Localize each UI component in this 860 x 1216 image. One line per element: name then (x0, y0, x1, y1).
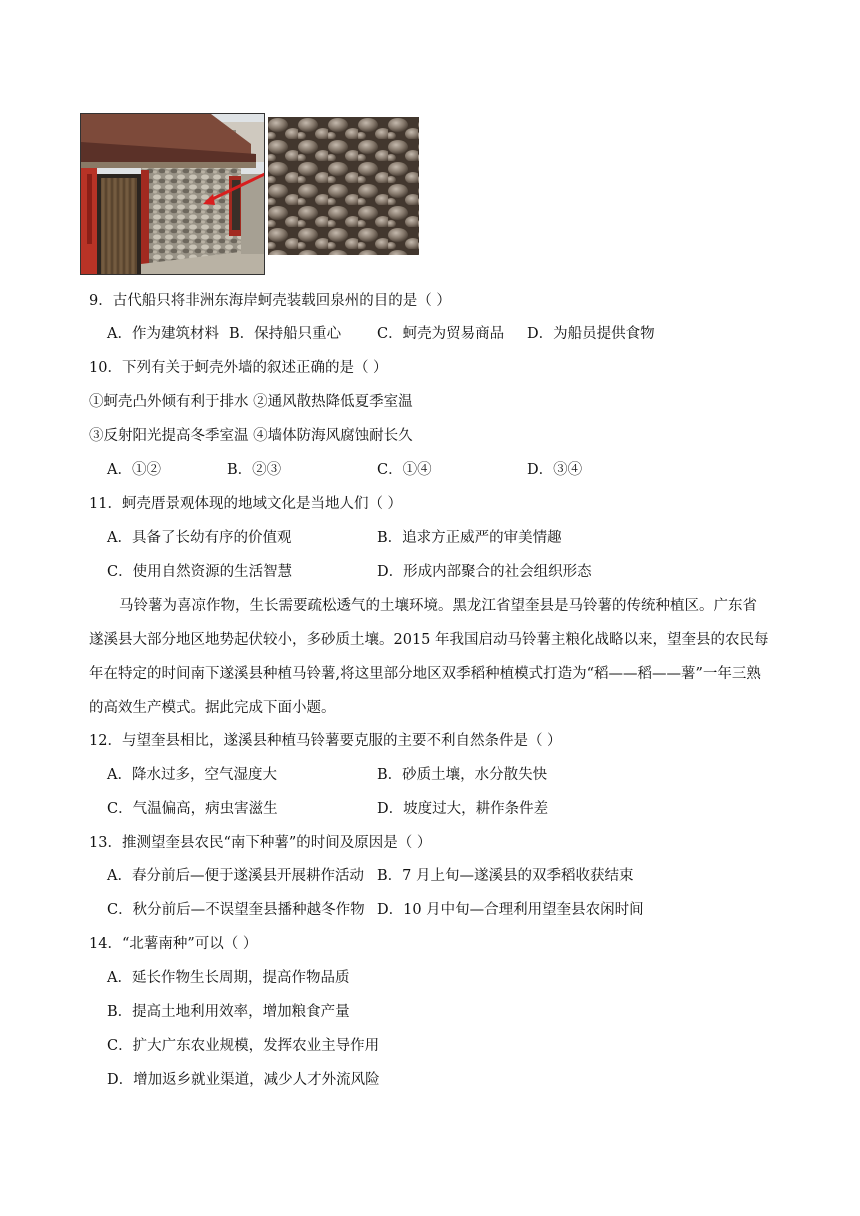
question-11-stem: 11．蚵壳厝景观体现的地域文化是当地人们（ ） (89, 496, 403, 512)
closeup-photo-drawing (268, 117, 419, 255)
question-14-stem: 14．“北薯南种”可以（ ） (89, 936, 258, 952)
question-10-statements-1: ①蚵壳凸外倾有利于排水 ②通风散热降低夏季室温 (89, 394, 413, 410)
passage-line-3: 年在特定的时间南下遂溪县种植马铃薯,将这里部分地区双季稻种植模式打造为“稻——稻——薯”一年三熟 (89, 666, 761, 682)
passage-line-1: 马铃薯为喜凉作物，生长需要疏松透气的土壤环境。黑龙江省望奎县是马铃薯的传统种植区。广东省 (119, 598, 757, 614)
option-c: C．秋分前后—不误望奎县播种越冬作物 (107, 902, 365, 918)
house-photo (80, 113, 265, 275)
house-photo-drawing (81, 114, 264, 274)
option-a: A．作为建筑材料 (107, 326, 219, 342)
question-14-option-c: C．扩大广东农业规模，发挥农业主导作用 (107, 1038, 380, 1054)
option-d: D．10 月中旬—合理利用望奎县农闲时间 (377, 902, 644, 918)
option-a: A．①② (107, 462, 161, 478)
option-b: B．砂质土壤，水分散失快 (377, 767, 548, 783)
closeup-photo (268, 117, 419, 255)
option-d: D．坡度过大，耕作条件差 (377, 801, 549, 817)
question-10-stem: 10．下列有关于蚵壳外墙的叙述正确的是（ ） (89, 360, 388, 376)
option-c: C．气温偏高，病虫害滋生 (107, 801, 278, 817)
question-13-stem: 13．推测望奎县农民“南下种薯”的时间及原因是（ ） (89, 835, 432, 851)
passage-line-2: 遂溪县大部分地区地势起伏较小，多砂质土壤。2015 年我国启动马铃薯主粮化战略以来，望奎县的农民每 (89, 632, 769, 648)
option-c: C．①④ (377, 462, 432, 478)
question-12-stem: 12．与望奎县相比，遂溪县种植马铃薯要克服的主要不利自然条件是（ ） (89, 733, 562, 749)
question-9-stem: 9．古代船只将非洲东海岸蚵壳装载回泉州的目的是（ ） (89, 293, 451, 309)
option-d: D．③④ (527, 462, 583, 478)
passage-line-4: 的高效生产模式。据此完成下面小题。 (89, 700, 336, 716)
option-b: B．②③ (227, 462, 282, 478)
option-b: B．保持船只重心 (229, 326, 342, 342)
option-c: C．蚵壳为贸易商品 (377, 326, 505, 342)
option-d: D．形成内部聚合的社会组织形态 (377, 564, 592, 580)
question-10-statements-2: ③反射阳光提高冬季室温 ④墙体防海风腐蚀耐长久 (89, 428, 413, 444)
option-a: A．具备了长幼有序的价值观 (107, 530, 292, 546)
option-a: A．春分前后—便于遂溪县开展耕作活动 (107, 868, 364, 884)
option-c: C．使用自然资源的生活智慧 (107, 564, 293, 580)
question-14-option-b: B．提高土地利用效率，增加粮食产量 (107, 1004, 350, 1020)
option-d: D．为船员提供食物 (527, 326, 655, 342)
option-b: B．追求方正威严的审美情趣 (377, 530, 562, 546)
option-a: A．降水过多，空气湿度大 (107, 767, 277, 783)
option-b: B．7 月上旬—遂溪县的双季稻收获结束 (377, 868, 634, 884)
question-14-option-a: A．延长作物生长周期，提高作物品质 (107, 970, 350, 986)
question-14-option-d: D．增加返乡就业渠道，减少人才外流风险 (107, 1072, 380, 1088)
